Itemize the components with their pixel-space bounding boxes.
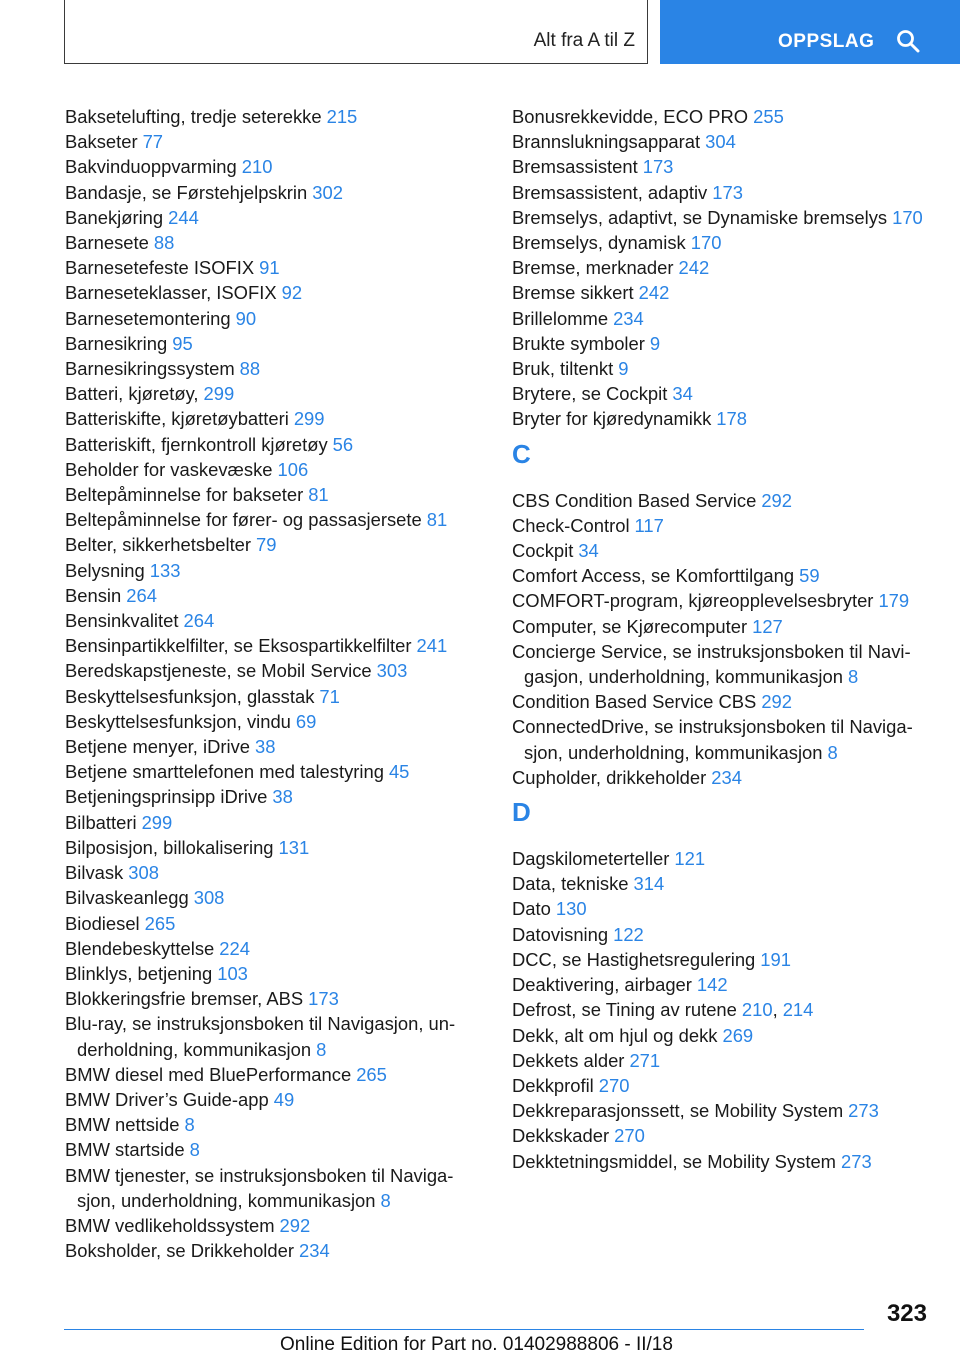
- index-entry: [512, 614, 942, 639]
- page-link[interactable]: 304: [705, 131, 736, 153]
- index-term: Bremsassistent: [512, 156, 638, 178]
- index-entry: [512, 230, 942, 255]
- index-entry: Defrost, se Tining av rutene 210, 214: [512, 999, 814, 1021]
- index-entry: [512, 765, 942, 790]
- index-term: Dekkskader: [512, 1125, 610, 1147]
- page-link[interactable]: 59: [799, 565, 820, 587]
- page-link[interactable]: 117: [634, 514, 664, 536]
- page-link[interactable]: 38: [272, 786, 293, 808]
- footer-edition-text: Online Edition for Part no. 01402988806 - II/18: [280, 1334, 673, 1355]
- page-link[interactable]: 314: [633, 873, 665, 895]
- page-link[interactable]: 292: [761, 489, 793, 511]
- index-term: Beholder for vaskevæske: [65, 458, 273, 480]
- index-entry: [512, 104, 942, 129]
- page-link[interactable]: 179: [878, 590, 910, 612]
- page-link[interactable]: 265: [144, 912, 176, 934]
- page-link[interactable]: 214: [782, 999, 814, 1021]
- page-link[interactable]: 242: [678, 257, 710, 279]
- lookup-tab[interactable]: [660, 0, 960, 64]
- index-group-d: [512, 846, 942, 1174]
- page-link[interactable]: 173: [712, 181, 743, 203]
- page-link[interactable]: 8: [847, 666, 859, 688]
- page-link[interactable]: 234: [613, 307, 644, 329]
- index-entry: [65, 684, 480, 709]
- index-entry: [65, 1112, 480, 1137]
- index-entry: [65, 406, 480, 431]
- index-term: Bakseter: [65, 131, 138, 153]
- page-link[interactable]: 121: [674, 848, 706, 870]
- index-entry: [65, 457, 480, 482]
- index-entry: [512, 513, 942, 538]
- index-term: Betjeningsprinsipp iDrive: [65, 786, 268, 808]
- index-term: Beltepåminnelse for fører- og passasjersete: [65, 509, 422, 531]
- index-entry: [65, 432, 480, 457]
- index-term: Brillelomme: [512, 307, 609, 329]
- page-link[interactable]: 95: [172, 332, 193, 354]
- index-term: Datovisning: [512, 923, 609, 945]
- page-link[interactable]: 170: [690, 232, 722, 254]
- index-entry: [512, 406, 942, 431]
- index-term: Belysning: [65, 559, 145, 581]
- page-link[interactable]: 234: [298, 1240, 330, 1262]
- index-term: Batteriskifte, kjøretøybatteri: [65, 408, 289, 430]
- index-term: Barnesikringssystem: [65, 358, 235, 380]
- page-link[interactable]: 234: [711, 766, 742, 788]
- index-entry: [65, 810, 480, 835]
- index-entry: [512, 846, 942, 871]
- index-term: Dekktetningsmiddel, se Mobility System: [512, 1150, 837, 1172]
- page-link[interactable]: 273: [841, 1150, 872, 1172]
- index-entry: [512, 972, 942, 997]
- index-entry: [65, 558, 480, 583]
- page-link[interactable]: 270: [614, 1125, 645, 1147]
- index-term: Cockpit: [512, 540, 574, 562]
- index-column-left: [65, 104, 480, 1263]
- index-term: Batteri, kjøretøy,: [65, 383, 199, 405]
- index-term: Cupholder, drikkeholder: [512, 766, 707, 788]
- index-term: BMW Driver’s Guide-app: [65, 1088, 269, 1110]
- index-term: Belter, sikkerhetsbelter: [65, 534, 252, 556]
- page-link[interactable]: 38: [255, 736, 276, 758]
- page-link[interactable]: 49: [273, 1088, 295, 1110]
- page-link[interactable]: 77: [142, 131, 164, 153]
- page-link[interactable]: 241: [416, 635, 448, 657]
- page-link[interactable]: 8: [189, 1139, 200, 1161]
- index-entry: [65, 180, 480, 205]
- page-link[interactable]: 173: [308, 988, 339, 1010]
- page-link[interactable]: 103: [217, 962, 248, 984]
- index-entry: [65, 255, 480, 280]
- page-link[interactable]: 92: [281, 282, 303, 304]
- index-term: Barnesikring: [65, 332, 168, 354]
- index-entry: [65, 129, 480, 154]
- index-term: Condition Based Service CBS: [512, 691, 757, 713]
- index-entry: [65, 1163, 480, 1213]
- index-term: Blinklys, betjening: [65, 962, 213, 984]
- page-link[interactable]: 210: [741, 999, 773, 1021]
- index-entry: [512, 1073, 942, 1098]
- index-entry: [65, 381, 480, 406]
- page-link[interactable]: 8: [184, 1114, 195, 1136]
- index-entry: [512, 714, 942, 764]
- index-term: Bremselys, adaptivt, se Dynamiske bremselys: [512, 206, 888, 228]
- page-link[interactable]: 264: [126, 584, 157, 606]
- footer-divider: [64, 1329, 864, 1330]
- page-link[interactable]: 292: [761, 691, 793, 713]
- index-entry: [512, 1149, 942, 1174]
- page-link[interactable]: 71: [319, 685, 340, 707]
- index-term: Bensin: [65, 584, 122, 606]
- index-term: Dekkets alder: [512, 1049, 625, 1071]
- index-term: Bremsassistent, adaptiv: [512, 181, 708, 203]
- index-term: Comfort Access, se Komforttilgang: [512, 565, 795, 587]
- page-link[interactable]: 265: [356, 1063, 387, 1085]
- index-term: Biodiesel: [65, 912, 140, 934]
- page-link[interactable]: 308: [128, 862, 159, 884]
- index-term: Bensinpartikkelfilter, se Eksospartikkelfilter: [65, 635, 412, 657]
- index-entry: [65, 936, 480, 961]
- index-entry: [65, 205, 480, 230]
- index-term: Bruk, tiltenkt: [512, 358, 614, 380]
- index-term: Brukte symboler: [512, 332, 645, 354]
- search-icon: [896, 29, 920, 53]
- index-entry: [512, 588, 942, 613]
- index-entry: [512, 689, 942, 714]
- index-letter-c: C: [512, 438, 531, 469]
- index-entry: [65, 784, 480, 809]
- index-entry: [512, 154, 942, 179]
- index-term: Boksholder, se Drikkeholder: [65, 1240, 294, 1262]
- page-link[interactable]: 270: [598, 1074, 630, 1096]
- page-link[interactable]: 127: [752, 615, 783, 637]
- index-term: BMW vedlikeholdssystem: [65, 1214, 275, 1236]
- index-term: Dekkprofil: [512, 1074, 594, 1096]
- page-link[interactable]: 8: [827, 741, 838, 763]
- page-link[interactable]: 299: [141, 811, 173, 833]
- lookup-label: OPPSLAG: [778, 31, 875, 52]
- index-term: Data, tekniske: [512, 873, 629, 895]
- page-link[interactable]: 88: [239, 358, 261, 380]
- index-entry: [512, 381, 942, 406]
- index-term: Beredskapstjeneste, se Mobil Service: [65, 660, 372, 682]
- index-term: ConnectedDrive, se instruksjonsboken til Navigasjon, underholdning, kommunikasjon: [512, 716, 913, 763]
- page-link[interactable]: 292: [279, 1214, 311, 1236]
- page-link[interactable]: 106: [277, 458, 309, 480]
- index-entry: [65, 1011, 480, 1061]
- page-link[interactable]: 88: [153, 232, 175, 254]
- index-entry: [512, 180, 942, 205]
- index-entry: [512, 922, 942, 947]
- index-term: Dagskilometerteller: [512, 848, 670, 870]
- index-entry: [512, 871, 942, 896]
- index-entry: [65, 734, 480, 759]
- index-entry: [65, 986, 480, 1011]
- page-link[interactable]: 45: [388, 761, 410, 783]
- page-link[interactable]: 308: [193, 887, 225, 909]
- index-entry: [512, 538, 942, 563]
- index-term: DCC, se Hastighetsregulering: [512, 948, 756, 970]
- index-term: Barneseteklasser, ISOFIX: [65, 282, 277, 304]
- page-link[interactable]: 122: [613, 923, 644, 945]
- page-link[interactable]: 302: [312, 181, 343, 203]
- page-link[interactable]: 299: [293, 408, 325, 430]
- index-term: Bensinkvalitet: [65, 610, 179, 632]
- index-term: Defrost, se Tining av rutene: [512, 999, 737, 1021]
- index-entry: [512, 947, 942, 972]
- index-entry: [65, 306, 480, 331]
- index-term: Beltepåminnelse for bakseter: [65, 484, 304, 506]
- page-link[interactable]: 34: [672, 383, 693, 405]
- page-link[interactable]: 244: [168, 206, 199, 228]
- index-term: Dato: [512, 898, 551, 920]
- page-link[interactable]: 9: [649, 332, 661, 354]
- index-term: BMW startside: [65, 1139, 185, 1161]
- index-entry: [65, 961, 480, 986]
- index-term: Barnesete: [65, 232, 149, 254]
- index-letter-d: D: [512, 797, 531, 828]
- index-entry: [512, 306, 942, 331]
- index-term: Dekkreparasjonssett, se Mobility System: [512, 1100, 844, 1122]
- index-entry: [65, 1213, 480, 1238]
- index-entry: [65, 608, 480, 633]
- section-title: Alt fra A til Z: [533, 30, 635, 51]
- index-entry: [512, 205, 942, 230]
- page-link[interactable]: 81: [308, 484, 329, 506]
- index-entry: [512, 639, 942, 689]
- page-link[interactable]: 273: [848, 1100, 879, 1122]
- page-link[interactable]: 255: [753, 106, 784, 127]
- index-entry: [65, 658, 480, 683]
- index-group-b: [512, 104, 942, 432]
- page-link[interactable]: 299: [203, 383, 235, 405]
- index-entry: [65, 104, 480, 129]
- index-entry: [65, 911, 480, 936]
- index-term: Beskyttelsesfunksjon, vindu: [65, 710, 291, 732]
- index-entry: [65, 507, 480, 532]
- index-entry: [512, 1123, 942, 1148]
- index-entry: [512, 563, 942, 588]
- index-term: Banekjøring: [65, 206, 164, 228]
- index-entry: [65, 633, 480, 658]
- index-term: Bremselys, dynamisk: [512, 232, 686, 254]
- index-term: Computer, se Kjørecomputer: [512, 615, 748, 637]
- index-entry: [65, 532, 480, 557]
- index-term: BMW tjenester, se instruksjonsboken til Navigasjon, underholdning, kommunikasjon: [65, 1164, 454, 1211]
- index-term: BMW nettside: [65, 1114, 180, 1136]
- index-term: Betjene smarttelefonen med talestyring: [65, 761, 384, 783]
- index-entry: [65, 230, 480, 255]
- index-term: Bandasje, se Førstehjelpskrin: [65, 181, 308, 203]
- index-term: Bonusrekkevidde, ECO PRO: [512, 106, 749, 127]
- page-link[interactable]: 8: [316, 1038, 327, 1060]
- index-entry: [65, 154, 480, 179]
- index-term: Blendebeskyttelse: [65, 937, 215, 959]
- index-entry: [65, 860, 480, 885]
- page-link[interactable]: 130: [555, 898, 587, 920]
- page-link[interactable]: 131: [278, 836, 310, 858]
- page-link[interactable]: 34: [578, 540, 599, 562]
- page-link[interactable]: 242: [638, 282, 670, 304]
- index-entry: [512, 1023, 942, 1048]
- index-entry: [512, 1048, 942, 1073]
- index-term: Barnesetefeste ISOFIX: [65, 257, 255, 279]
- index-column-right: [512, 104, 942, 1174]
- page-link[interactable]: 142: [696, 974, 728, 996]
- index-entry: [65, 1062, 480, 1087]
- index-term: BMW diesel med BluePerformance: [65, 1063, 352, 1085]
- index-entry: [65, 331, 480, 356]
- page-link[interactable]: 90: [235, 307, 257, 329]
- index-entry: [65, 583, 480, 608]
- index-entry: [65, 356, 480, 381]
- index-entry: [512, 356, 942, 381]
- page-link[interactable]: 56: [332, 433, 354, 455]
- page-link[interactable]: 91: [259, 257, 280, 279]
- index-entry: [512, 488, 942, 513]
- page-link[interactable]: 9: [618, 358, 629, 380]
- index-entry: [65, 1238, 480, 1263]
- index-term: Batteriskift, fjernkontroll kjøretøy: [65, 433, 328, 455]
- index-term: CBS Condition Based Service: [512, 489, 757, 511]
- index-entry: [512, 129, 942, 154]
- page-link[interactable]: 173: [642, 156, 674, 178]
- page-link[interactable]: 191: [760, 948, 791, 970]
- page-link[interactable]: 170: [892, 206, 923, 228]
- index-entry: [65, 1137, 480, 1162]
- index-term: Bakvinduoppvarming: [65, 156, 237, 178]
- index-term: Brytere, se Cockpit: [512, 383, 668, 405]
- index-term: Bryter for kjøredynamikk: [512, 408, 712, 430]
- index-entry: [65, 885, 480, 910]
- index-term: Bilvask: [65, 862, 124, 884]
- index-entry: [65, 482, 480, 507]
- section-tab[interactable]: [64, 0, 648, 64]
- index-entry: [65, 835, 480, 860]
- index-term: Bremse, merknader: [512, 257, 674, 279]
- page-number: 323: [886, 1300, 927, 1327]
- index-term: COMFORT-program, kjøreopplevelsesbryter: [512, 590, 874, 612]
- index-term: Bilvaskeanlegg: [65, 887, 189, 909]
- index-entry: [512, 1098, 942, 1123]
- index-entry: [512, 255, 942, 280]
- page-link[interactable]: 224: [219, 937, 250, 959]
- index-entry: [512, 280, 942, 305]
- page-link[interactable]: 269: [722, 1024, 754, 1046]
- page-link[interactable]: 69: [295, 710, 317, 732]
- index-term: Deaktivering, airbager: [512, 974, 692, 996]
- index-term: Bilposisjon, billokalisering: [65, 836, 274, 858]
- index-term: Concierge Service, se instruksjonsboken til Navigasjon, underholdning, kommunikasjon: [512, 640, 911, 688]
- index-entry: [512, 331, 942, 356]
- index-group-c: [512, 488, 942, 790]
- page-link[interactable]: 178: [716, 408, 747, 430]
- index-term: Dekk, alt om hjul og dekk: [512, 1024, 718, 1046]
- index-term: Brannslukningsapparat: [512, 131, 701, 153]
- page-link[interactable]: 210: [241, 156, 273, 178]
- page-link[interactable]: 264: [183, 610, 215, 632]
- index-entry: [65, 709, 480, 734]
- index-entry: [65, 280, 480, 305]
- index-term: Barnesetemontering: [65, 307, 231, 329]
- index-entry: [65, 1087, 480, 1112]
- index-entry: [65, 759, 480, 784]
- index-term: Beskyttelsesfunksjon, glasstak: [65, 685, 315, 707]
- page-link[interactable]: 133: [149, 559, 181, 581]
- page-link[interactable]: 303: [376, 660, 408, 682]
- index-term: Blu-ray, se instruksjonsboken til Navigasjon, underholdning, kommunikasjon: [65, 1013, 456, 1060]
- index-term: Bremse sikkert: [512, 282, 634, 304]
- index-term: Check-Control: [512, 514, 630, 536]
- page-link[interactable]: 215: [326, 106, 358, 127]
- page-link[interactable]: 8: [380, 1189, 391, 1211]
- index-term: Baksetelufting, tredje seterekke: [65, 106, 322, 127]
- index-term: Betjene menyer, iDrive: [65, 736, 251, 758]
- index-term: Bilbatteri: [65, 811, 137, 833]
- index-term: Blokkeringsfrie bremser, ABS: [65, 988, 304, 1010]
- page-link[interactable]: 81: [426, 509, 448, 531]
- index-entry: [512, 896, 942, 921]
- page-link[interactable]: 271: [629, 1049, 661, 1071]
- page-link[interactable]: 79: [256, 534, 277, 556]
